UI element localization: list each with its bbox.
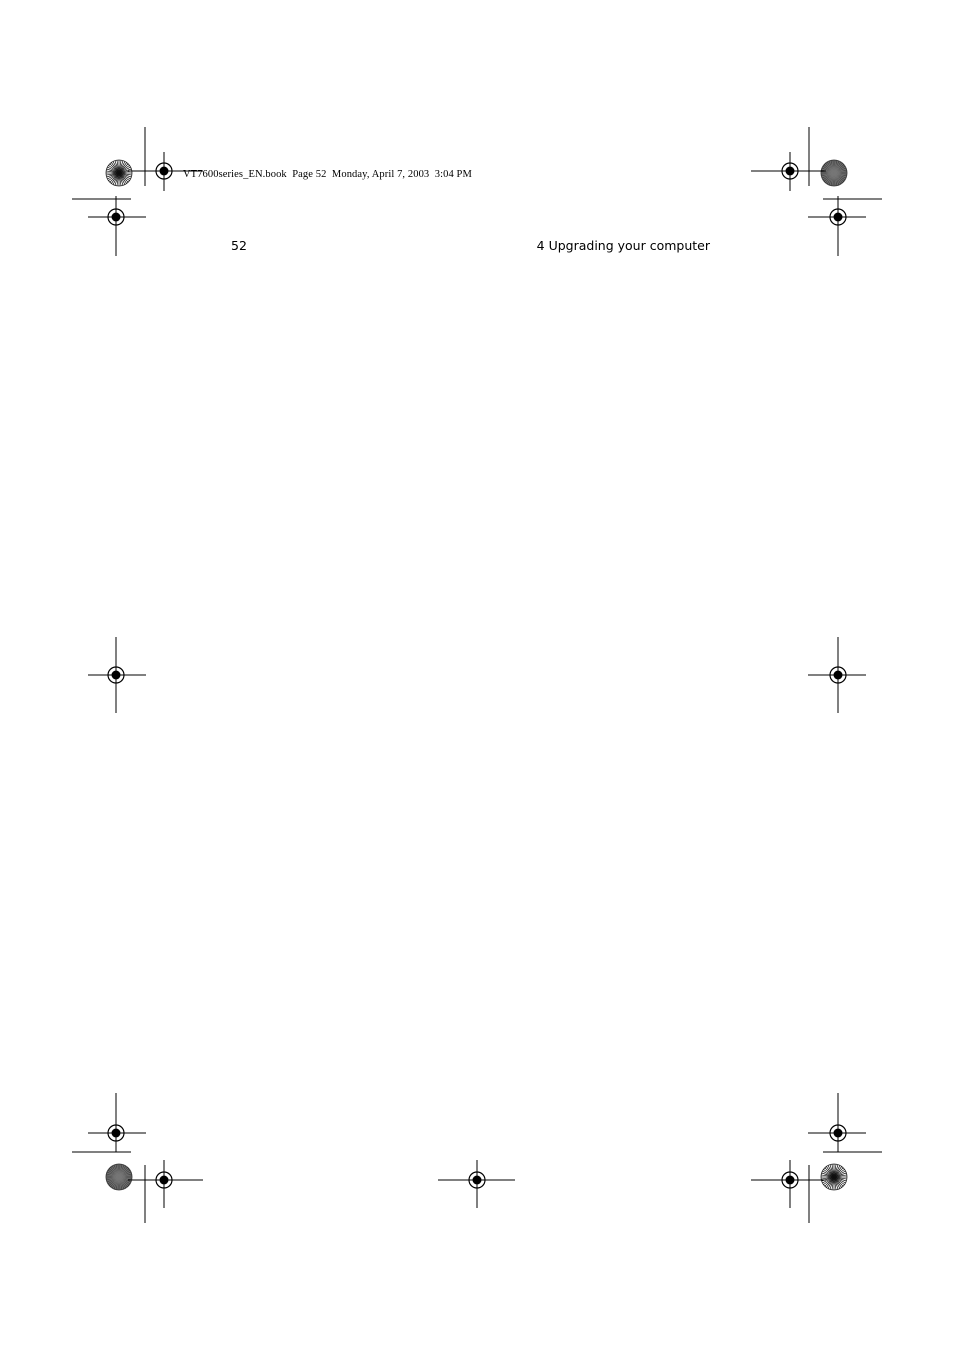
color-starburst-icon — [821, 160, 847, 186]
color-starburst-icon — [106, 160, 132, 186]
print-slug-line: VT7600series_EN.book Page 52 Monday, April 7, 2003 3:04 PM — [183, 169, 472, 180]
chapter-title: 4 Upgrading your computer — [536, 238, 710, 253]
color-starburst-icon — [106, 1164, 132, 1190]
color-starburst-icon — [821, 1164, 847, 1190]
page-number: 52 — [231, 238, 247, 253]
